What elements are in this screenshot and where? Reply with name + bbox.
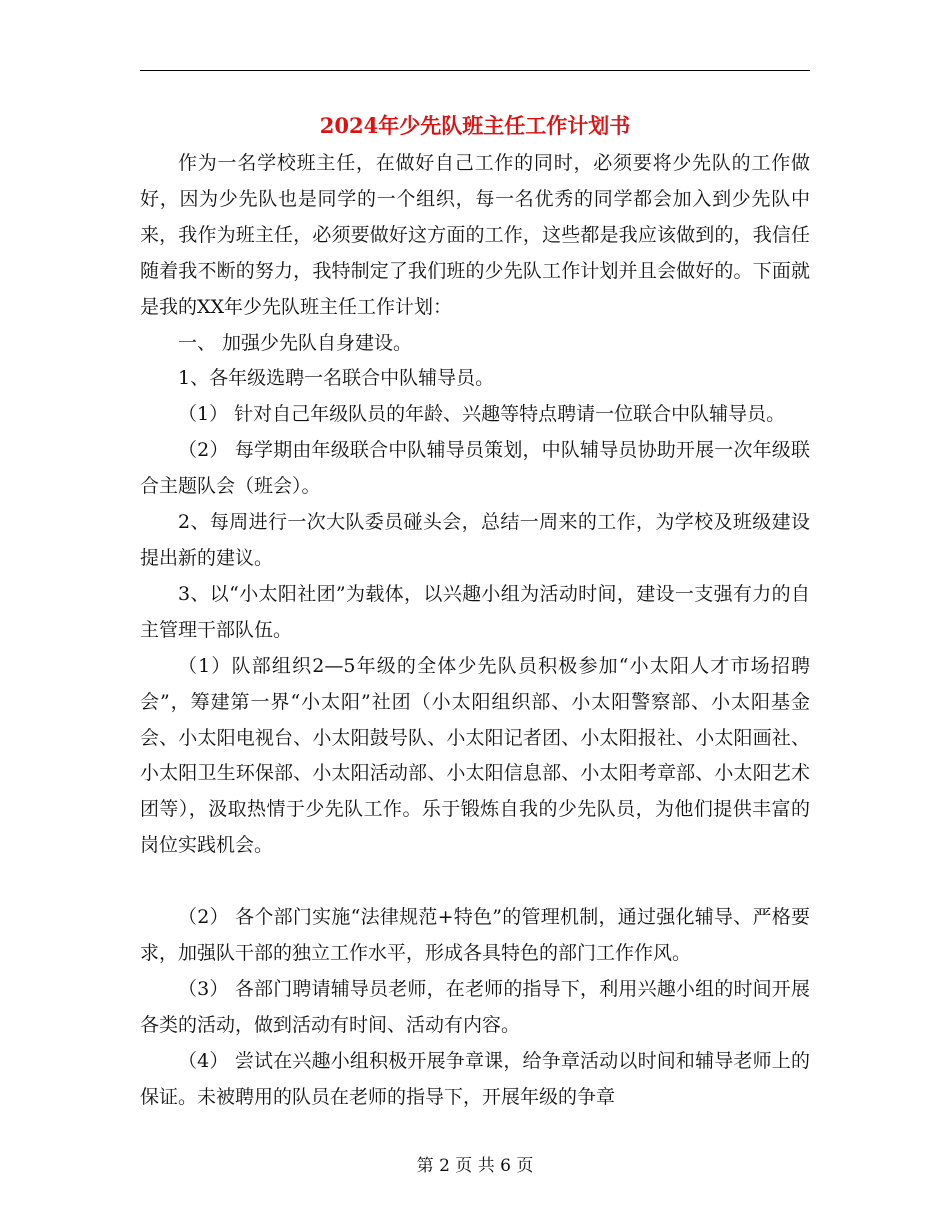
paragraph: 1、各年级选聘一名联合中队辅导员。 [178,367,495,390]
paragraph: （2） 每学期由年级联合中队辅导员策划，中队辅导员协助开展一次年级联合主题队会（班会）。 [140,439,810,498]
paragraph: （1）队部组织2—5年级的全体少先队员积极参加“小太阳人才市场招聘会”，筹建第一界“小太阳”社团（小太阳组织部、小太阳警察部、小太阳基金会、小太阳电视台、小太阳鼓号队、小太阳记者团、小太阳报社、小太阳画社、小太阳卫生环保部、小太阳活动部、小太阳信息部、小太阳考章部、小太阳艺术团等），汲取热情于少先队工作。乐于锻炼自我的少先队员，为他们提供丰富的岗位实践机会。 [140,654,810,857]
paragraph: （2） 各个部门实施“法律规范+特色”的管理机制，通过强化辅导、严格要求，加强队干部的独立工作水平，形成各具特色的部门工作作风。 [140,906,810,964]
document-title: 2024年少先队班主任工作计划书 [319,113,631,138]
paragraph: 2、每周进行一次大队委员碰头会，总结一周来的工作，为学校及班级建设提出新的建议。 [140,511,810,569]
paragraph: （1） 针对自己年级队员的年龄、兴趣等特点聘请一位联合中队辅导员。 [178,403,786,426]
header-rule [140,70,810,71]
paragraph: 作为一名学校班主任，在做好自己工作的同时，必须要将少先队的工作做好，因为少先队也是同学的一个组织，每一名优秀的同学都会加入到少先队中来，我作为班主任，必须要做好这方面的工作，这些都是我应该做到的，我信任随着我不断的努力，我特制定了我们班的少先队工作计划并且会做好的。下面就是我的XX年少先队班主任工作计划： [140,152,810,318]
paragraph: （3） 各部门聘请辅导员老师，在老师的指导下，利用兴趣小组的时间开展各类的活动，做到活动有时间、活动有内容。 [140,977,810,1036]
page-number: 第 2 页 共 6 页 [416,1156,534,1176]
paragraph: 3、以“小太阳社团”为载体，以兴趣小组为活动时间，建设一支强有力的自主管理干部队伍。 [140,582,810,641]
paragraph: 一、 加强少先队自身建设。 [178,331,413,354]
document-body [140,146,810,1115]
paragraph: （4） 尝试在兴趣小组积极开展争章课，给争章活动以时间和辅导老师上的保证。未被聘用的队员在老师的指导下，开展年级的争章 [140,1049,810,1108]
